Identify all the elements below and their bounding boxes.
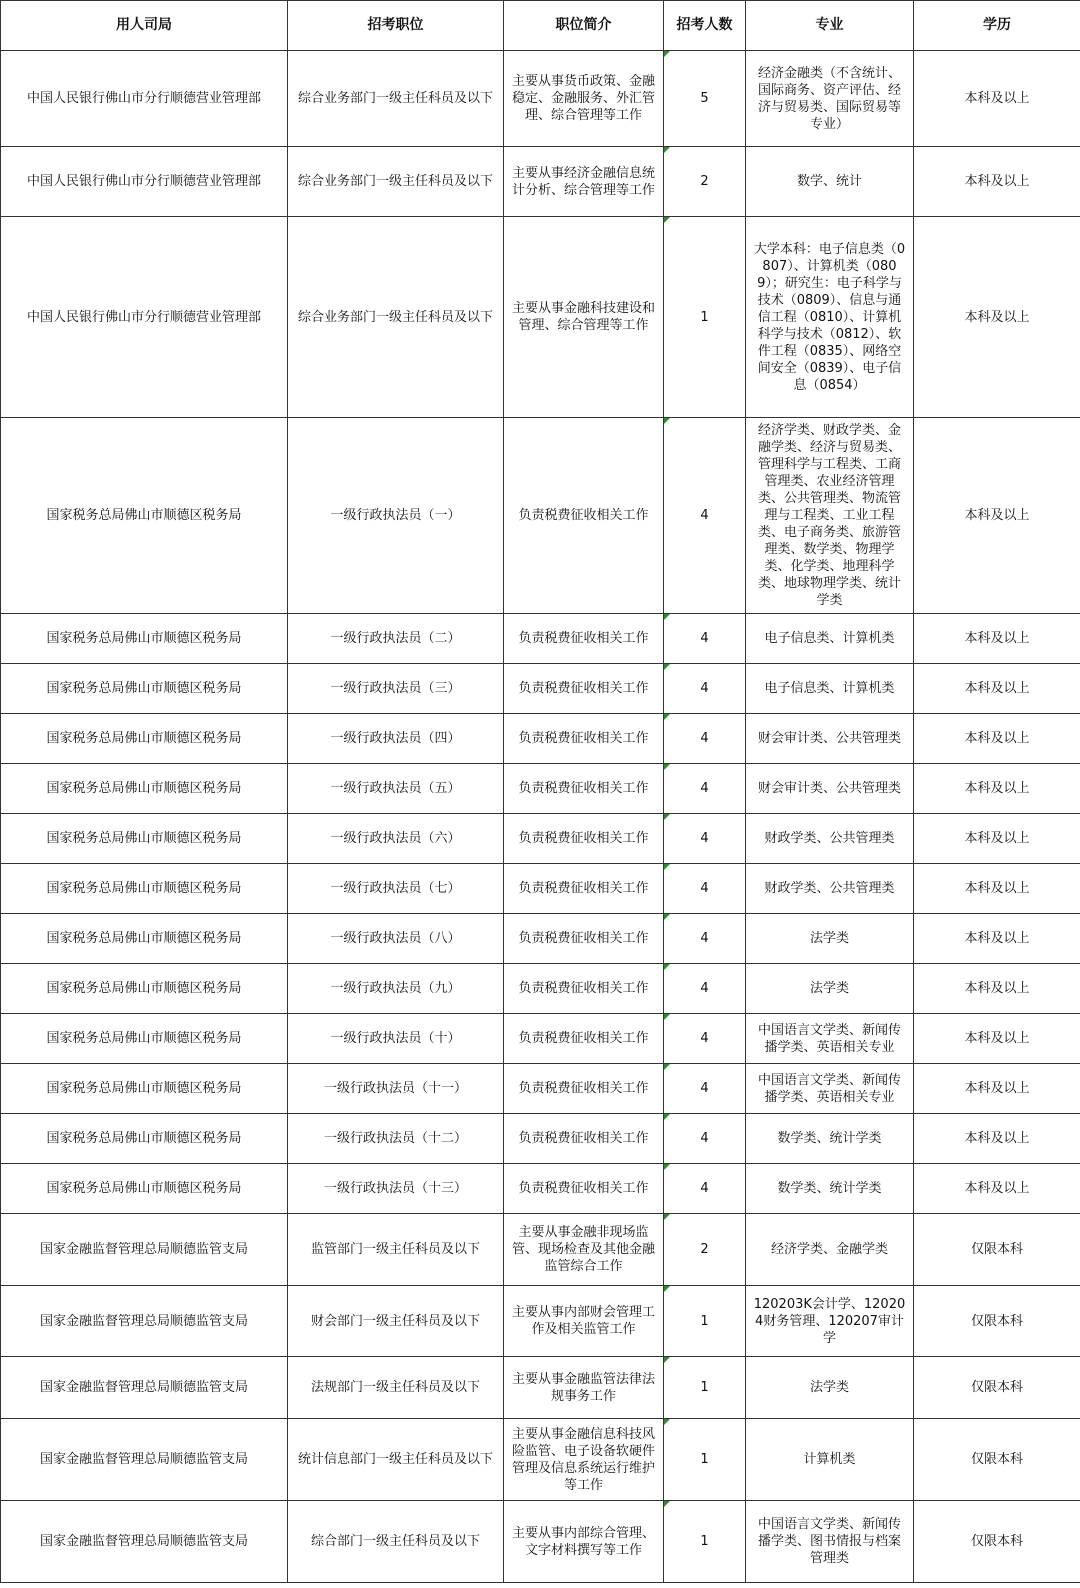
cell-intro: 负责税费征收相关工作 xyxy=(504,614,664,664)
cell-dept: 国家税务总局佛山市顺德区税务局 xyxy=(1,764,288,814)
cell-count: 1 xyxy=(664,1501,746,1583)
cell-major: 中国语言文学类、新闻传播学类、图书情报与档案管理类 xyxy=(746,1501,914,1583)
cell-dept: 国家金融监督管理总局顺德监管支局 xyxy=(1,1501,288,1583)
cell-dept: 国家税务总局佛山市顺德区税务局 xyxy=(1,914,288,964)
table-row xyxy=(1,1014,1080,1064)
cell-count: 4 xyxy=(664,864,746,914)
header-dept: 用人司局 xyxy=(1,1,288,51)
cell-dept: 中国人民银行佛山市分行顺德营业管理部 xyxy=(1,147,288,217)
header-intro: 职位简介 xyxy=(504,1,664,51)
cell-edu: 本科及以上 xyxy=(914,51,1080,147)
header-row xyxy=(1,1,1080,51)
cell-intro: 主要从事金融信息科技风险监管、电子设备软硬件管理及信息系统运行维护等工作 xyxy=(504,1419,664,1501)
cell-major: 法学类 xyxy=(746,964,914,1014)
cell-position: 综合业务部门一级主任科员及以下 xyxy=(288,147,504,217)
cell-count: 1 xyxy=(664,1419,746,1501)
table-row xyxy=(1,1419,1080,1501)
cell-intro: 负责税费征收相关工作 xyxy=(504,914,664,964)
cell-position: 一级行政执法员（六） xyxy=(288,814,504,864)
table-row xyxy=(1,914,1080,964)
cell-dept: 国家金融监督管理总局顺德监管支局 xyxy=(1,1286,288,1357)
cell-dept: 国家税务总局佛山市顺德区税务局 xyxy=(1,714,288,764)
cell-position: 监管部门一级主任科员及以下 xyxy=(288,1214,504,1286)
cell-major: 经济学类、财政学类、金融学类、经济与贸易类、管理科学与工程类、工商管理类、农业经济管理类、公共管理类、物流管理与工程类、工业工程类、电子商务类、旅游管理类、数学类、物理学类、化学类、地理科学类、地球物理学类、统计学类 xyxy=(746,418,914,614)
cell-count: 4 xyxy=(664,814,746,864)
cell-edu: 仅限本科 xyxy=(914,1214,1080,1286)
cell-count: 4 xyxy=(664,964,746,1014)
table-row xyxy=(1,1164,1080,1214)
cell-position: 一级行政执法员（二） xyxy=(288,614,504,664)
cell-intro: 负责税费征收相关工作 xyxy=(504,1064,664,1114)
cell-major: 电子信息类、计算机类 xyxy=(746,664,914,714)
cell-edu: 仅限本科 xyxy=(914,1501,1080,1583)
cell-edu: 本科及以上 xyxy=(914,217,1080,418)
table-row xyxy=(1,1286,1080,1357)
cell-intro: 负责税费征收相关工作 xyxy=(504,1014,664,1064)
table-row xyxy=(1,51,1080,147)
cell-edu: 本科及以上 xyxy=(914,714,1080,764)
cell-intro: 负责税费征收相关工作 xyxy=(504,764,664,814)
table-row xyxy=(1,764,1080,814)
cell-major: 财政学类、公共管理类 xyxy=(746,814,914,864)
cell-edu: 本科及以上 xyxy=(914,764,1080,814)
cell-edu: 本科及以上 xyxy=(914,914,1080,964)
table-row xyxy=(1,814,1080,864)
cell-edu: 本科及以上 xyxy=(914,1014,1080,1064)
table-row xyxy=(1,1501,1080,1583)
cell-count: 4 xyxy=(664,614,746,664)
cell-dept: 国家税务总局佛山市顺德区税务局 xyxy=(1,814,288,864)
cell-edu: 本科及以上 xyxy=(914,964,1080,1014)
cell-intro: 负责税费征收相关工作 xyxy=(504,664,664,714)
cell-major: 数学类、统计学类 xyxy=(746,1164,914,1214)
cell-dept: 中国人民银行佛山市分行顺德营业管理部 xyxy=(1,51,288,147)
cell-major: 中国语言文学类、新闻传播学类、英语相关专业 xyxy=(746,1014,914,1064)
table-row xyxy=(1,418,1080,614)
cell-intro: 主要从事金融科技建设和管理、综合管理等工作 xyxy=(504,217,664,418)
cell-count: 2 xyxy=(664,147,746,217)
cell-intro: 主要从事内部综合管理、文字材料撰写等工作 xyxy=(504,1501,664,1583)
cell-edu: 本科及以上 xyxy=(914,814,1080,864)
cell-edu: 本科及以上 xyxy=(914,1164,1080,1214)
cell-intro: 负责税费征收相关工作 xyxy=(504,1164,664,1214)
cell-intro: 主要从事内部财会管理工作及相关监管工作 xyxy=(504,1286,664,1357)
cell-dept: 国家金融监督管理总局顺德监管支局 xyxy=(1,1214,288,1286)
cell-position: 一级行政执法员（一） xyxy=(288,418,504,614)
cell-edu: 本科及以上 xyxy=(914,147,1080,217)
cell-edu: 仅限本科 xyxy=(914,1357,1080,1419)
cell-major: 120203K会计学、120204财务管理、120207审计学 xyxy=(746,1286,914,1357)
cell-dept: 国家税务总局佛山市顺德区税务局 xyxy=(1,964,288,1014)
cell-position: 一级行政执法员（十一） xyxy=(288,1064,504,1114)
cell-count: 5 xyxy=(664,51,746,147)
cell-position: 一级行政执法员（十二） xyxy=(288,1114,504,1164)
cell-intro: 负责税费征收相关工作 xyxy=(504,864,664,914)
cell-major: 数学、统计 xyxy=(746,147,914,217)
cell-count: 4 xyxy=(664,1014,746,1064)
cell-position: 综合部门一级主任科员及以下 xyxy=(288,1501,504,1583)
cell-count: 4 xyxy=(664,1064,746,1114)
table-row xyxy=(1,1064,1080,1114)
table-row xyxy=(1,147,1080,217)
cell-major: 计算机类 xyxy=(746,1419,914,1501)
cell-count: 1 xyxy=(664,1286,746,1357)
cell-position: 一级行政执法员（十三） xyxy=(288,1164,504,1214)
cell-dept: 国家税务总局佛山市顺德区税务局 xyxy=(1,1014,288,1064)
cell-count: 1 xyxy=(664,217,746,418)
cell-position: 财会部门一级主任科员及以下 xyxy=(288,1286,504,1357)
cell-dept: 中国人民银行佛山市分行顺德营业管理部 xyxy=(1,217,288,418)
cell-count: 2 xyxy=(664,1214,746,1286)
cell-intro: 主要从事金融监管法律法规事务工作 xyxy=(504,1357,664,1419)
cell-position: 一级行政执法员（四） xyxy=(288,714,504,764)
cell-position: 一级行政执法员（十） xyxy=(288,1014,504,1064)
cell-count: 4 xyxy=(664,764,746,814)
cell-major: 大学本科：电子信息类（0807）、计算机类（0809）；研究生：电子科学与技术（0809）、信息与通信工程（0810）、计算机科学与技术（0812）、软件工程（0835）、网络空间安全（0839）、电子信息（0854） xyxy=(746,217,914,418)
cell-intro: 负责税费征收相关工作 xyxy=(504,814,664,864)
cell-count: 4 xyxy=(664,914,746,964)
cell-count: 4 xyxy=(664,418,746,614)
cell-intro: 主要从事经济金融信息统计分析、综合管理等工作 xyxy=(504,147,664,217)
cell-major: 法学类 xyxy=(746,1357,914,1419)
table-row xyxy=(1,714,1080,764)
cell-count: 4 xyxy=(664,714,746,764)
table-row xyxy=(1,614,1080,664)
table-row xyxy=(1,864,1080,914)
cell-position: 综合业务部门一级主任科员及以下 xyxy=(288,217,504,418)
cell-major: 财会审计类、公共管理类 xyxy=(746,764,914,814)
table-row xyxy=(1,664,1080,714)
header-position: 招考职位 xyxy=(288,1,504,51)
cell-dept: 国家税务总局佛山市顺德区税务局 xyxy=(1,664,288,714)
table-row xyxy=(1,1214,1080,1286)
cell-count: 1 xyxy=(664,1357,746,1419)
cell-position: 一级行政执法员（八） xyxy=(288,914,504,964)
cell-position: 统计信息部门一级主任科员及以下 xyxy=(288,1419,504,1501)
cell-major: 法学类 xyxy=(746,914,914,964)
cell-dept: 国家税务总局佛山市顺德区税务局 xyxy=(1,864,288,914)
cell-major: 经济学类、金融学类 xyxy=(746,1214,914,1286)
cell-intro: 负责税费征收相关工作 xyxy=(504,418,664,614)
cell-dept: 国家税务总局佛山市顺德区税务局 xyxy=(1,1114,288,1164)
cell-position: 法规部门一级主任科员及以下 xyxy=(288,1357,504,1419)
cell-intro: 负责税费征收相关工作 xyxy=(504,1114,664,1164)
cell-major: 经济金融类（不含统计、国际商务、资产评估、经济与贸易类、国际贸易等专业） xyxy=(746,51,914,147)
cell-intro: 负责税费征收相关工作 xyxy=(504,714,664,764)
cell-dept: 国家税务总局佛山市顺德区税务局 xyxy=(1,1164,288,1214)
header-major: 专业 xyxy=(746,1,914,51)
cell-position: 综合业务部门一级主任科员及以下 xyxy=(288,51,504,147)
cell-edu: 本科及以上 xyxy=(914,1114,1080,1164)
cell-dept: 国家金融监督管理总局顺德监管支局 xyxy=(1,1357,288,1419)
table-row xyxy=(1,1114,1080,1164)
cell-major: 数学类、统计学类 xyxy=(746,1114,914,1164)
cell-intro: 负责税费征收相关工作 xyxy=(504,964,664,1014)
cell-edu: 仅限本科 xyxy=(914,1286,1080,1357)
cell-edu: 本科及以上 xyxy=(914,864,1080,914)
cell-dept: 国家税务总局佛山市顺德区税务局 xyxy=(1,614,288,664)
cell-count: 4 xyxy=(664,1114,746,1164)
cell-count: 4 xyxy=(664,664,746,714)
cell-edu: 仅限本科 xyxy=(914,1419,1080,1501)
cell-major: 电子信息类、计算机类 xyxy=(746,614,914,664)
cell-dept: 国家金融监督管理总局顺德监管支局 xyxy=(1,1419,288,1501)
cell-count: 4 xyxy=(664,1164,746,1214)
cell-position: 一级行政执法员（三） xyxy=(288,664,504,714)
table-row xyxy=(1,217,1080,418)
table-row xyxy=(1,964,1080,1014)
cell-intro: 主要从事货币政策、金融稳定、金融服务、外汇管理、综合管理等工作 xyxy=(504,51,664,147)
table-row xyxy=(1,1357,1080,1419)
cell-position: 一级行政执法员（七） xyxy=(288,864,504,914)
cell-intro: 主要从事金融非现场监管、现场检查及其他金融监管综合工作 xyxy=(504,1214,664,1286)
cell-dept: 国家税务总局佛山市顺德区税务局 xyxy=(1,1064,288,1114)
cell-position: 一级行政执法员（五） xyxy=(288,764,504,814)
cell-edu: 本科及以上 xyxy=(914,664,1080,714)
cell-edu: 本科及以上 xyxy=(914,418,1080,614)
cell-edu: 本科及以上 xyxy=(914,614,1080,664)
header-count: 招考人数 xyxy=(664,1,746,51)
cell-major: 中国语言文学类、新闻传播学类、英语相关专业 xyxy=(746,1064,914,1114)
cell-dept: 国家税务总局佛山市顺德区税务局 xyxy=(1,418,288,614)
cell-edu: 本科及以上 xyxy=(914,1064,1080,1114)
cell-position: 一级行政执法员（九） xyxy=(288,964,504,1014)
cell-major: 财会审计类、公共管理类 xyxy=(746,714,914,764)
header-edu: 学历 xyxy=(914,1,1080,51)
cell-major: 财政学类、公共管理类 xyxy=(746,864,914,914)
